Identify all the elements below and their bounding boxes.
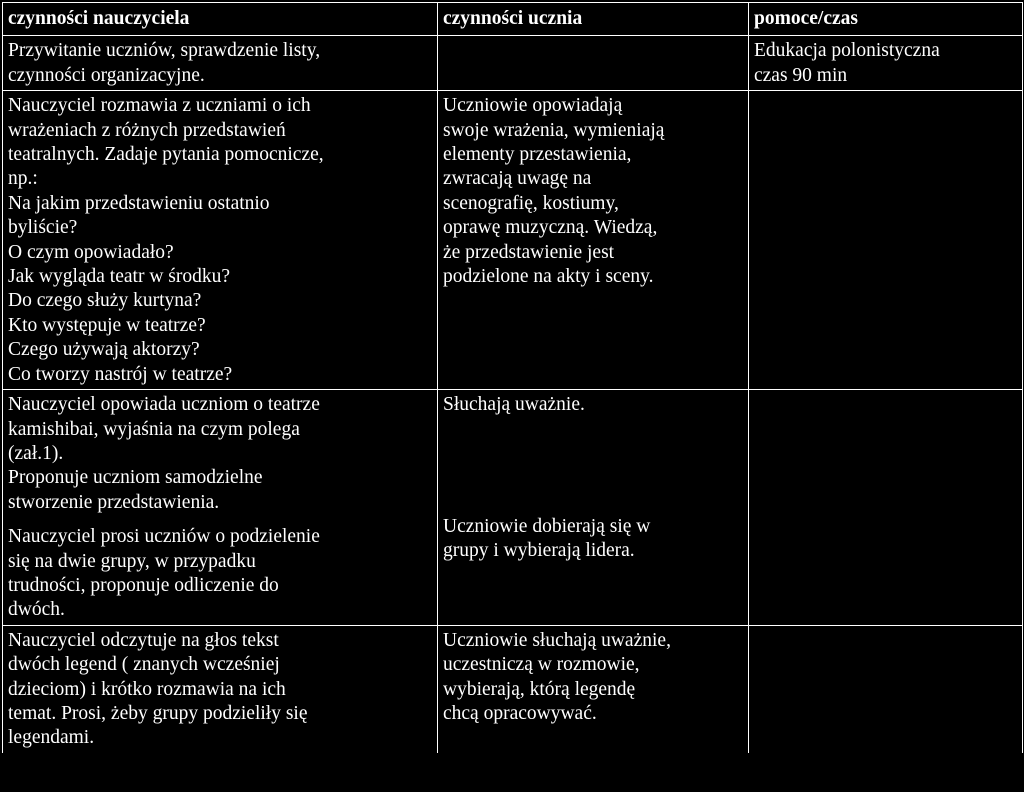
text-line: Na jakim przedstawieniu ostatnio [8, 192, 270, 214]
text-line: kamishibai, wyjaśnia na czym polega [8, 418, 300, 440]
table-header-row [3, 3, 1023, 36]
text-line: scenografię, kostiumy, [443, 192, 619, 214]
text-line: czynności organizacyjne. [8, 64, 205, 86]
text-line: Co tworzy nastrój w teatrze? [8, 363, 233, 385]
text-line: swoje wrażenia, wymieniają [443, 119, 665, 141]
paragraph-gap [8, 515, 432, 525]
text-line: że przedstawienie jest [443, 241, 615, 263]
text-line: Słuchają uważnie. [443, 394, 585, 416]
student-activity-cell [438, 36, 749, 91]
table-row [3, 91, 1023, 390]
text-line: czas 90 min [754, 64, 848, 86]
teacher-activity-cell [3, 36, 438, 91]
text-line: chcą opracowywać. [443, 702, 597, 724]
aids-time-cell [749, 36, 1023, 91]
header-aids-time: pomoce/czas [749, 3, 1023, 36]
header-student-activities: czynności ucznia [438, 3, 749, 36]
text-line: (zał.1). [8, 442, 64, 464]
text-line: Nauczyciel prosi uczniów o podzielenie [8, 526, 320, 548]
text-line: oprawę muzyczną. Wiedzą, [443, 217, 658, 239]
student-activity-cell [438, 390, 749, 626]
text-line: legendami. [8, 727, 95, 749]
text-line: zwracają uwagę na [443, 168, 592, 190]
text-line: temat. Prosi, żeby grupy podzieliły się [8, 702, 308, 724]
text-line: Nauczyciel rozmawia z uczniami o ich [8, 95, 311, 117]
text-line: uczestniczą w rozmowie, [443, 654, 640, 676]
aids-time-cell [749, 390, 1023, 626]
page-bottom-band [0, 770, 1024, 792]
text-line: podzielone na akty i sceny. [443, 266, 654, 288]
aids-time-cell [749, 625, 1023, 753]
table-row [3, 390, 1023, 626]
text-line: stworzenie przedstawienia. [8, 491, 220, 513]
table-row [3, 625, 1023, 753]
text-line: trudności, proponuje odliczenie do [8, 574, 279, 596]
teacher-activity-cell [3, 625, 438, 753]
text-line: Do czego służy kurtyna? [8, 290, 202, 312]
text-line: np.: [8, 168, 38, 190]
text-line: Nauczyciel odczytuje na głos tekst [8, 629, 279, 651]
text-line: teatralnych. Zadaje pytania pomocnicze, [8, 144, 324, 166]
text-line: dzieciom) i krótko rozmawia na ich [8, 678, 286, 700]
lesson-plan-table [2, 2, 1023, 753]
text-line: wrażeniach z różnych przedstawień [8, 119, 286, 141]
text-line: byliście? [8, 217, 78, 239]
paragraph-gap [443, 418, 743, 515]
student-activity-cell [438, 91, 749, 390]
header-teacher-activities: czynności nauczyciela [3, 3, 438, 36]
table-row [3, 36, 1023, 91]
text-line: dwóch legend ( znanych wcześniej [8, 654, 280, 676]
text-line: Uczniowie słuchają uważnie, [443, 629, 671, 651]
text-line: wybierają, którą legendę [443, 678, 636, 700]
text-line: się na dwie grupy, w przypadku [8, 550, 256, 572]
text-line: Jak wygląda teatr w środku? [8, 266, 231, 288]
text-line: Czego używają aktorzy? [8, 339, 200, 361]
aids-time-cell [749, 91, 1023, 390]
text-line: Przywitanie uczniów, sprawdzenie listy, [8, 40, 321, 62]
text-line: Proponuje uczniom samodzielne [8, 467, 263, 489]
teacher-activity-cell [3, 390, 438, 626]
text-line: Kto występuje w teatrze? [8, 314, 206, 336]
text-line: Uczniowie opowiadają [443, 95, 623, 117]
text-line: grupy i wybierają lidera. [443, 539, 635, 561]
text-line: elementy przestawienia, [443, 144, 632, 166]
text-line: dwóch. [8, 599, 65, 621]
text-line: Nauczyciel opowiada uczniom o teatrze [8, 394, 320, 416]
text-line: Uczniowie dobierają się w [443, 515, 651, 537]
text-line: Edukacja polonistyczna [754, 40, 940, 62]
text-line: O czym opowiadało? [8, 241, 174, 263]
teacher-activity-cell [3, 91, 438, 390]
student-activity-cell [438, 625, 749, 753]
